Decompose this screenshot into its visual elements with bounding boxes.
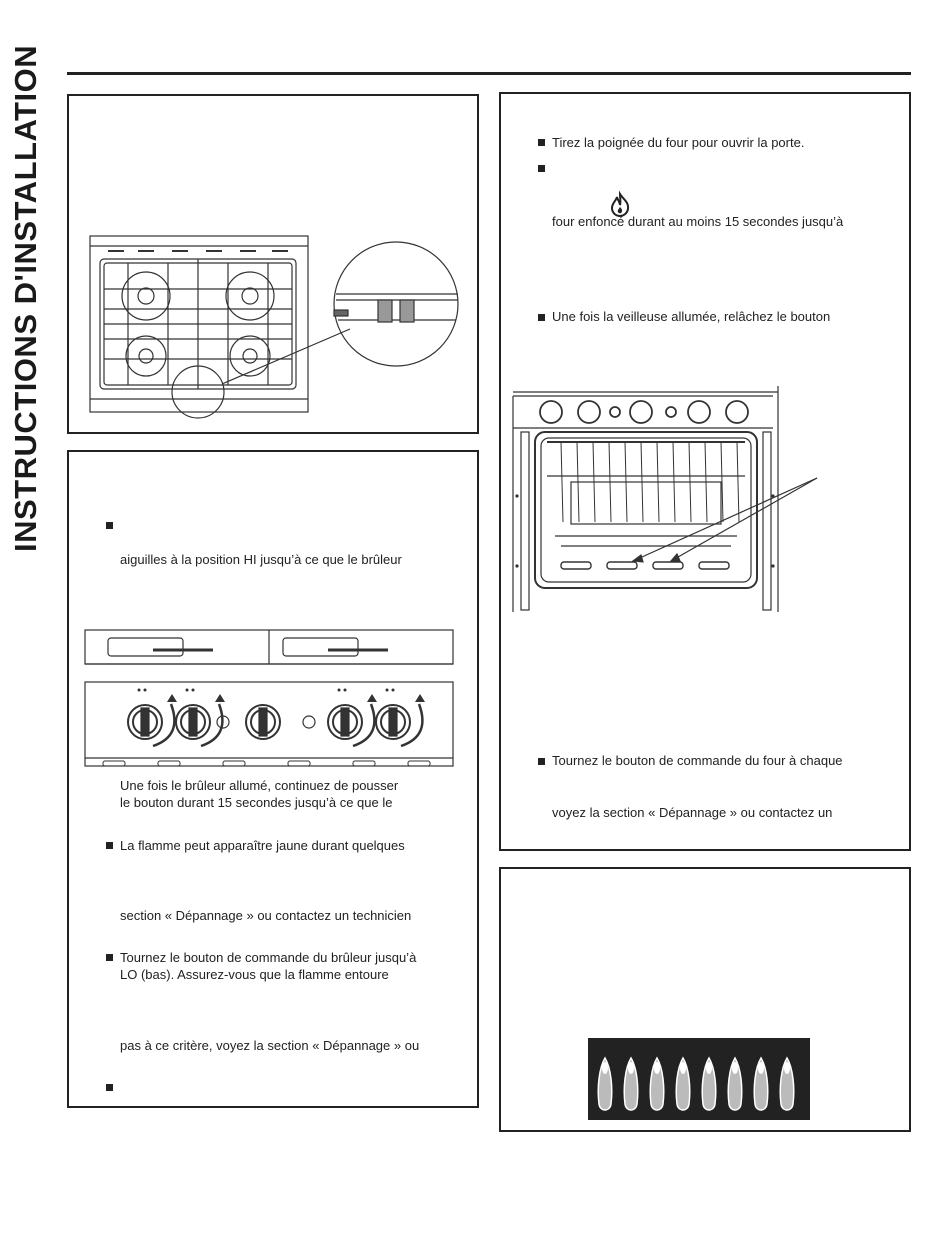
burner-text-2: Une fois le brûleur allumé, continuez de pousser bbox=[120, 778, 399, 793]
oven-text-1: Tirez la poignée du four pour ouvrir la porte. bbox=[552, 135, 805, 150]
oven-text-2: four enfoncé durant au moins 15 secondes jusqu’à bbox=[552, 214, 844, 229]
bullet bbox=[106, 954, 113, 961]
burner-flames-illustration bbox=[588, 1038, 810, 1120]
top-rule bbox=[67, 72, 911, 75]
oven-text-5: voyez la section « Dépannage » ou contactez un bbox=[552, 805, 833, 820]
bullet bbox=[538, 758, 545, 765]
burner-text-1: aiguilles à la position HI jusqu’à ce que le brûleur bbox=[120, 552, 402, 567]
burner-text-5: section « Dépannage » ou contactez un technicien bbox=[120, 908, 412, 923]
burner-text-8: pas à ce critère, voyez la section « Dépannage » ou bbox=[120, 1038, 420, 1053]
bullet bbox=[106, 522, 113, 529]
cooktop-knob-illustration bbox=[83, 628, 455, 773]
burner-text-3: le bouton durant 15 secondes jusqu’à ce que le bbox=[120, 795, 393, 810]
bullet bbox=[538, 139, 545, 146]
burner-text-6: Tournez le bouton de commande du brûleur jusqu’à bbox=[120, 950, 417, 965]
bullet bbox=[106, 1084, 113, 1091]
burner-text-4: La flamme peut apparaître jaune durant quelques bbox=[120, 838, 405, 853]
side-title: INSTRUCTIONS D'INSTALLATION bbox=[8, 44, 43, 552]
cooktop-grate-illustration bbox=[88, 234, 468, 424]
bullet bbox=[538, 165, 545, 172]
bullet bbox=[106, 842, 113, 849]
oven-text-4: Tournez le bouton de commande du four à chaque bbox=[552, 753, 843, 768]
oven-text-3: Une fois la veilleuse allumée, relâchez le bouton bbox=[552, 309, 831, 324]
oven-interior-illustration bbox=[511, 386, 821, 616]
bullet bbox=[538, 314, 545, 321]
burner-text-7: LO (bas). Assurez-vous que la flamme entoure bbox=[120, 967, 389, 982]
